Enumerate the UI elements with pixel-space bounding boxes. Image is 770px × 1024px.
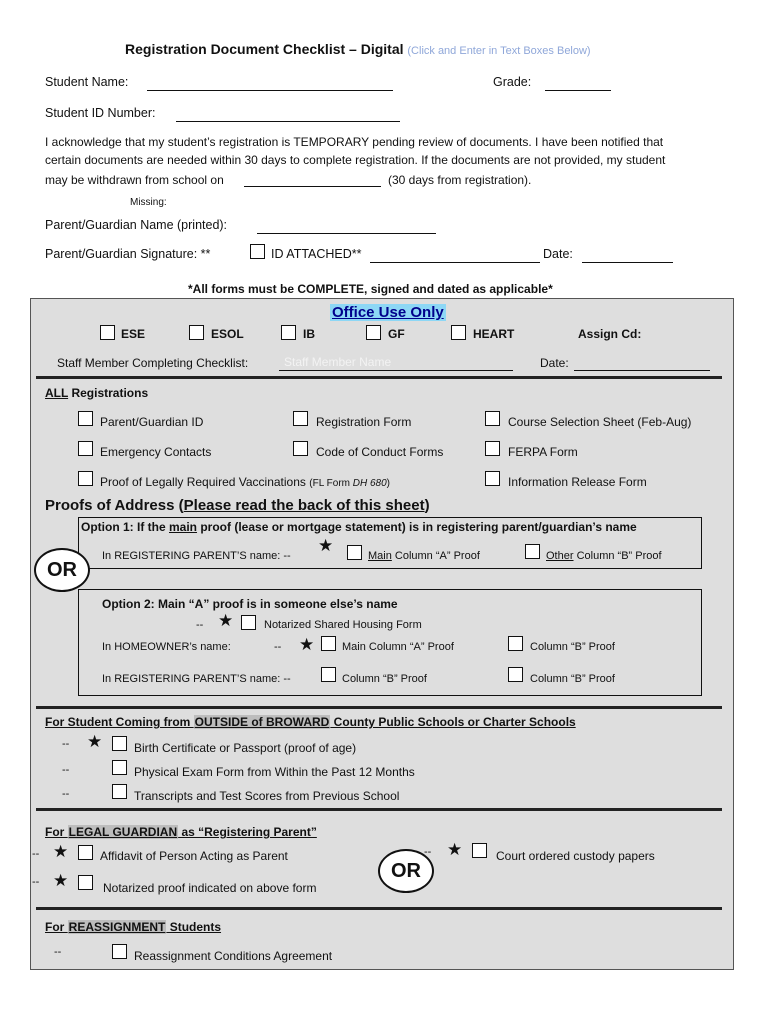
- option-1-heading: Option 1: If the main proof (lease or mortgage statement) is in registering parent/guardian’s name: [81, 520, 637, 534]
- homeowner-label: In HOMEOWNER’s name:: [102, 641, 231, 653]
- ese-label: ESE: [121, 327, 146, 341]
- student-name-label: Student Name:: [45, 75, 129, 89]
- heart-label: HEART: [473, 327, 515, 341]
- homeowner-col-b-label: Column “B” Proof: [530, 641, 615, 653]
- ib-checkbox[interactable]: [281, 325, 296, 340]
- vaccinations-label: Proof of Legally Required Vaccinations (FL Form DH 680): [100, 475, 391, 489]
- birth-certificate-checkbox[interactable]: [112, 736, 127, 751]
- course-selection-label: Course Selection Sheet (Feb-Aug): [508, 415, 692, 429]
- acknowledge-line-1: I acknowledge that my student’s registration is TEMPORARY pending review of documents. I have been notified that: [45, 135, 664, 149]
- id-attached-label: ID ATTACHED**: [271, 247, 362, 261]
- notarized-housing-label: Notarized Shared Housing Form: [264, 619, 422, 631]
- complete-notice: *All forms must be COMPLETE, signed and dated as applicable*: [188, 282, 553, 296]
- homeowner-main-a-label: Main Column “A” Proof: [342, 641, 454, 653]
- reassignment-checkbox[interactable]: [112, 944, 127, 959]
- physical-exam-label: Physical Exam Form from Within the Past 12 Months: [134, 765, 415, 779]
- registration-form-label: Registration Form: [316, 415, 412, 429]
- address-or-oval: OR: [34, 548, 90, 592]
- parent-guardian-id-checkbox[interactable]: [78, 411, 93, 426]
- information-release-label: Information Release Form: [508, 475, 647, 489]
- reassignment-heading: For REASSIGNMENT Students: [45, 920, 222, 934]
- star-icon: ★: [447, 840, 463, 860]
- parent-signature-label: Parent/Guardian Signature: **: [45, 247, 211, 261]
- opt2-reg-col-b-checkbox-2[interactable]: [508, 667, 523, 682]
- divider-1: [36, 376, 722, 379]
- outside-dash-3: --: [62, 788, 70, 800]
- grade-label: Grade:: [493, 75, 532, 89]
- esol-label: ESOL: [211, 327, 244, 341]
- withdraw-date-field[interactable]: [244, 186, 381, 187]
- opt1-other-b-label: Other Column “B” Proof: [546, 550, 662, 562]
- grade-field[interactable]: [545, 90, 611, 91]
- office-use-heading: Office Use Only: [332, 304, 444, 321]
- ese-checkbox[interactable]: [100, 325, 115, 340]
- divider-2: [36, 706, 722, 709]
- information-release-checkbox[interactable]: [485, 471, 500, 486]
- transcripts-checkbox[interactable]: [112, 784, 127, 799]
- all-registrations-heading: ALL Registrations: [45, 386, 149, 400]
- notarized-proof-checkbox[interactable]: [78, 875, 93, 890]
- custody-papers-checkbox[interactable]: [472, 843, 487, 858]
- physical-exam-checkbox[interactable]: [112, 760, 127, 775]
- staff-member-placeholder[interactable]: Staff Member Name: [284, 355, 392, 369]
- opt2-notarized-dash: --: [196, 619, 204, 631]
- code-of-conduct-label: Code of Conduct Forms: [316, 445, 444, 459]
- office-date-field[interactable]: [574, 370, 710, 371]
- student-name-field[interactable]: [147, 90, 393, 91]
- option-2-heading: Option 2: Main “A” proof is in someone else’s name: [102, 597, 398, 611]
- outside-broward-heading: For Student Coming from OUTSIDE of BROWARD County Public Schools or Charter Schools: [45, 715, 576, 729]
- vaccinations-checkbox[interactable]: [78, 471, 93, 486]
- notarized-housing-checkbox[interactable]: [241, 615, 256, 630]
- outside-dash-2: --: [62, 764, 70, 776]
- opt2-reg-col-b-label-1: Column “B” Proof: [342, 673, 427, 685]
- reassign-dash: --: [54, 946, 62, 958]
- parent-signature-field[interactable]: [370, 262, 540, 263]
- guardian-or-oval: OR: [378, 849, 434, 893]
- esol-checkbox[interactable]: [189, 325, 204, 340]
- affidavit-label: Affidavit of Person Acting as Parent: [100, 849, 288, 863]
- id-attached-checkbox[interactable]: [250, 244, 265, 259]
- birth-certificate-label: Birth Certificate or Passport (proof of age): [134, 741, 357, 755]
- parent-date-label: Date:: [543, 247, 573, 261]
- title-hint: (Click and Enter in Text Boxes Below): [407, 45, 591, 57]
- ferpa-checkbox[interactable]: [485, 441, 500, 456]
- acknowledge-line-3b: (30 days from registration).: [388, 173, 532, 187]
- opt2-reg-col-b-checkbox-1[interactable]: [321, 667, 336, 682]
- homeowner-main-a-checkbox[interactable]: [321, 636, 336, 651]
- ib-label: IB: [303, 327, 315, 341]
- opt1-main-a-checkbox[interactable]: [347, 545, 362, 560]
- registration-form-checkbox[interactable]: [293, 411, 308, 426]
- heart-checkbox[interactable]: [451, 325, 466, 340]
- vaccination-form-note: (FL Form DH 680): [309, 478, 391, 489]
- guardian-dash-2: --: [32, 876, 40, 888]
- star-icon: ★: [87, 732, 103, 752]
- legal-guardian-heading: For LEGAL GUARDIAN as “Registering Parent”: [45, 825, 317, 839]
- option-1-row-label: In REGISTERING PARENT’S name: --: [102, 550, 291, 562]
- office-date-label: Date:: [540, 356, 569, 370]
- proofs-of-address-heading: Proofs of Address (Please read the back of this sheet): [45, 497, 430, 514]
- gf-checkbox[interactable]: [366, 325, 381, 340]
- parent-name-label: Parent/Guardian Name (printed):: [45, 218, 228, 232]
- star-icon: ★: [318, 536, 334, 556]
- star-icon: ★: [53, 871, 69, 891]
- parent-name-field[interactable]: [257, 233, 436, 234]
- missing-label: Missing:: [130, 197, 167, 208]
- gf-label: GF: [388, 327, 405, 341]
- guardian-dash-1: --: [32, 848, 40, 860]
- reassignment-label: Reassignment Conditions Agreement: [134, 949, 333, 963]
- transcripts-label: Transcripts and Test Scores from Previous School: [134, 789, 400, 803]
- homeowner-dash: --: [274, 641, 282, 653]
- emergency-contacts-label: Emergency Contacts: [100, 445, 212, 459]
- guardian-dash-3: --: [424, 846, 432, 858]
- opt1-other-b-checkbox[interactable]: [525, 544, 540, 559]
- page-title: [125, 41, 591, 57]
- opt1-main-a-label: Main Column “A” Proof: [368, 550, 480, 562]
- staff-member-field[interactable]: [279, 370, 513, 371]
- code-of-conduct-checkbox[interactable]: [293, 441, 308, 456]
- emergency-contacts-checkbox[interactable]: [78, 441, 93, 456]
- title-text: Registration Document Checklist – Digital: [125, 41, 404, 57]
- opt2-registering-label: In REGISTERING PARENT’S name: --: [102, 673, 291, 685]
- star-icon: ★: [53, 842, 69, 862]
- homeowner-col-b-checkbox[interactable]: [508, 636, 523, 651]
- opt2-reg-col-b-label-2: Column “B” Proof: [530, 673, 615, 685]
- course-selection-checkbox[interactable]: [485, 411, 500, 426]
- acknowledge-line-3a: may be withdrawn from school on: [45, 173, 224, 187]
- affidavit-checkbox[interactable]: [78, 845, 93, 860]
- outside-dash-1: --: [62, 738, 70, 750]
- student-id-field[interactable]: [176, 121, 400, 122]
- notarized-proof-label: Notarized proof indicated on above form: [103, 881, 317, 895]
- star-icon: ★: [218, 611, 234, 631]
- staff-member-label: Staff Member Completing Checklist:: [57, 356, 249, 370]
- acknowledge-line-2: certain documents are needed within 30 days to complete registration. If the documents are not provided, my student: [45, 153, 666, 167]
- star-icon: ★: [299, 635, 315, 655]
- parent-date-field[interactable]: [582, 262, 673, 263]
- assign-cd-label: Assign Cd:: [578, 327, 642, 341]
- divider-4: [36, 907, 722, 910]
- divider-3: [36, 808, 722, 811]
- student-id-label: Student ID Number:: [45, 106, 156, 120]
- parent-guardian-id-label: Parent/Guardian ID: [100, 415, 204, 429]
- ferpa-label: FERPA Form: [508, 445, 578, 459]
- custody-papers-label: Court ordered custody papers: [496, 849, 655, 863]
